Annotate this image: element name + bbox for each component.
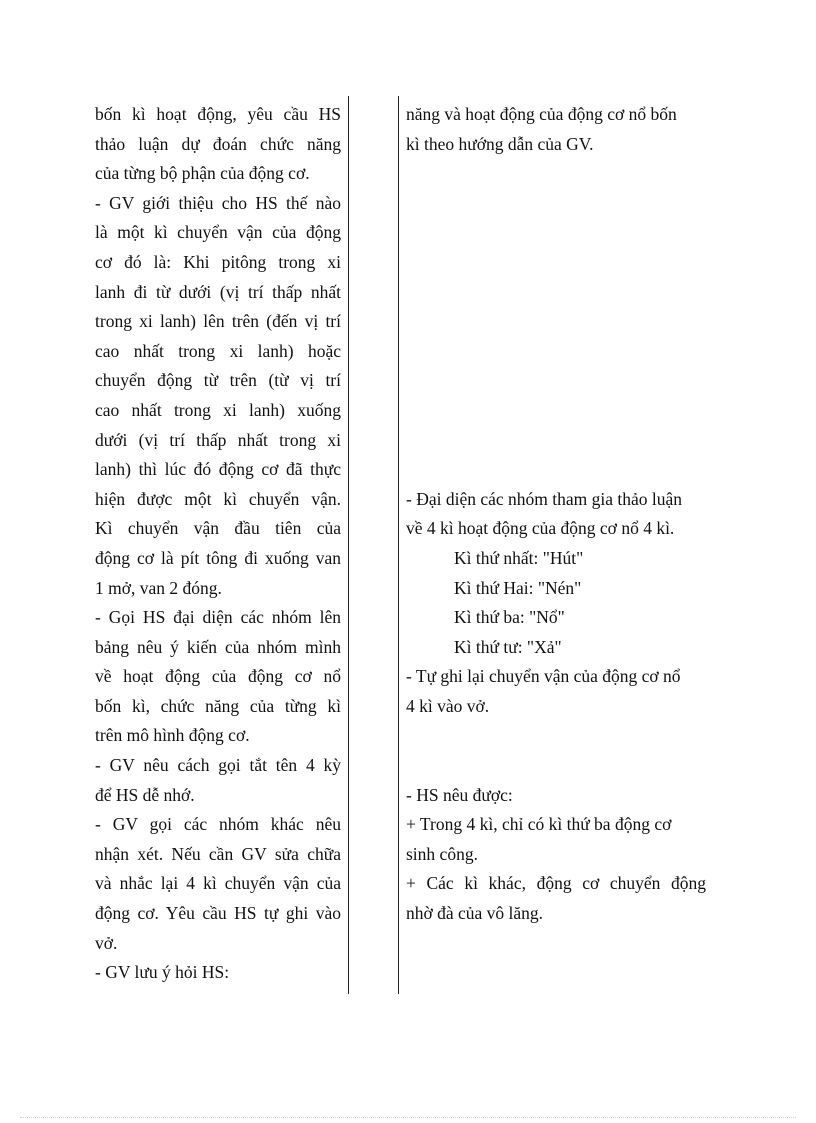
text-line: động cơ. Yêu cầu HS tự ghi vào: [95, 903, 341, 924]
text-line: hiện được một kì chuyển vận.: [95, 488, 341, 509]
text-line: - Đại diện các nhóm tham gia thảo luận: [406, 488, 683, 509]
text-line: nhận xét. Nếu cần GV sửa chữa: [95, 843, 341, 864]
teacher-activity-column: [95, 100, 341, 988]
spacer: [406, 248, 706, 278]
spacer: [406, 426, 706, 456]
text-line: bốn kì hoạt động, yêu cầu HS: [95, 104, 341, 124]
column-divider-left: [348, 96, 349, 994]
text-line: Kì chuyển vận đầu tiên của: [95, 518, 341, 539]
spacer: [406, 159, 706, 189]
text-line: bảng nêu ý kiến của nhóm mình: [95, 636, 341, 657]
text-line: trong xi lanh) lên trên (đến vị trí: [95, 311, 341, 332]
stroke-item: Kì thứ nhất: "Hút": [454, 547, 584, 568]
text-line: lanh) thì lúc đó động cơ đã thực: [95, 459, 341, 480]
page-bottom-border: [20, 1117, 796, 1118]
spacer: [406, 751, 706, 781]
text-line: + Các kì khác, động cơ chuyển động: [406, 873, 706, 894]
spacer: [406, 218, 706, 248]
text-line: động cơ là pít tông đi xuống van: [95, 547, 341, 568]
stroke-item: Kì thứ tư: "Xả": [454, 636, 562, 657]
text-line: - Tự ghi lại chuyển vận của động cơ nổ: [406, 666, 681, 687]
text-line: - GV nêu cách gọi tắt tên 4 kỳ: [95, 755, 341, 776]
text-line: để HS dễ nhớ.: [95, 784, 195, 805]
text-line: thảo luận dự đoán chức năng: [95, 133, 341, 154]
spacer: [406, 278, 706, 308]
text-line: - HS nêu được:: [406, 784, 513, 805]
text-line: cao nhất trong xi lanh) xuống: [95, 399, 341, 420]
text-line: dưới (vị trí thấp nhất trong xi: [95, 429, 341, 450]
text-line: của từng bộ phận của động cơ.: [95, 163, 310, 184]
spacer: [406, 455, 706, 485]
text-line: - GV giới thiệu cho HS thế nào: [95, 192, 341, 213]
text-line: 1 mở, van 2 đóng.: [95, 577, 222, 598]
student-activity-column: [406, 100, 706, 929]
stroke-item: Kì thứ ba: "Nổ": [454, 607, 565, 628]
text-line: 4 kì vào vở.: [406, 695, 490, 716]
text-line: về 4 kì hoạt động của động cơ nổ 4 kì.: [406, 518, 675, 539]
text-line: sinh công.: [406, 843, 478, 864]
text-line: nhờ đà của vô lăng.: [406, 903, 544, 924]
column-divider-right: [398, 96, 399, 994]
text-line: bốn kì, chức năng của từng kì: [95, 695, 341, 716]
text-line: trên mô hình động cơ.: [95, 725, 250, 746]
text-line: kì theo hướng dẫn của GV.: [406, 133, 594, 154]
spacer: [406, 189, 706, 219]
spacer: [406, 307, 706, 337]
text-line: về hoạt động của động cơ nổ: [95, 666, 341, 687]
text-line: và nhắc lại 4 kì chuyển vận của: [95, 873, 341, 894]
text-line: cơ đó là: Khi pitông trong xi: [95, 251, 341, 272]
text-line: vở.: [95, 932, 118, 953]
spacer: [406, 721, 706, 751]
text-line: lanh đi từ dưới (vị trí thấp nhất: [95, 281, 341, 302]
text-line: năng và hoạt động của động cơ nổ bốn: [406, 104, 677, 124]
text-line: cao nhất trong xi lanh) hoặc: [95, 340, 341, 361]
text-line: chuyển động từ trên (từ vị trí: [95, 370, 341, 391]
stroke-item: Kì thứ Hai: "Nén": [454, 577, 582, 598]
text-line: - Gọi HS đại diện các nhóm lên: [95, 607, 341, 628]
spacer: [406, 337, 706, 367]
text-line: + Trong 4 kì, chỉ có kì thứ ba động cơ: [406, 814, 672, 835]
text-line: là một kì chuyển vận của động: [95, 222, 341, 243]
text-line: - GV lưu ý hỏi HS:: [95, 962, 230, 983]
text-line: - GV gọi các nhóm khác nêu: [95, 814, 341, 835]
spacer: [406, 396, 706, 426]
spacer: [406, 366, 706, 396]
